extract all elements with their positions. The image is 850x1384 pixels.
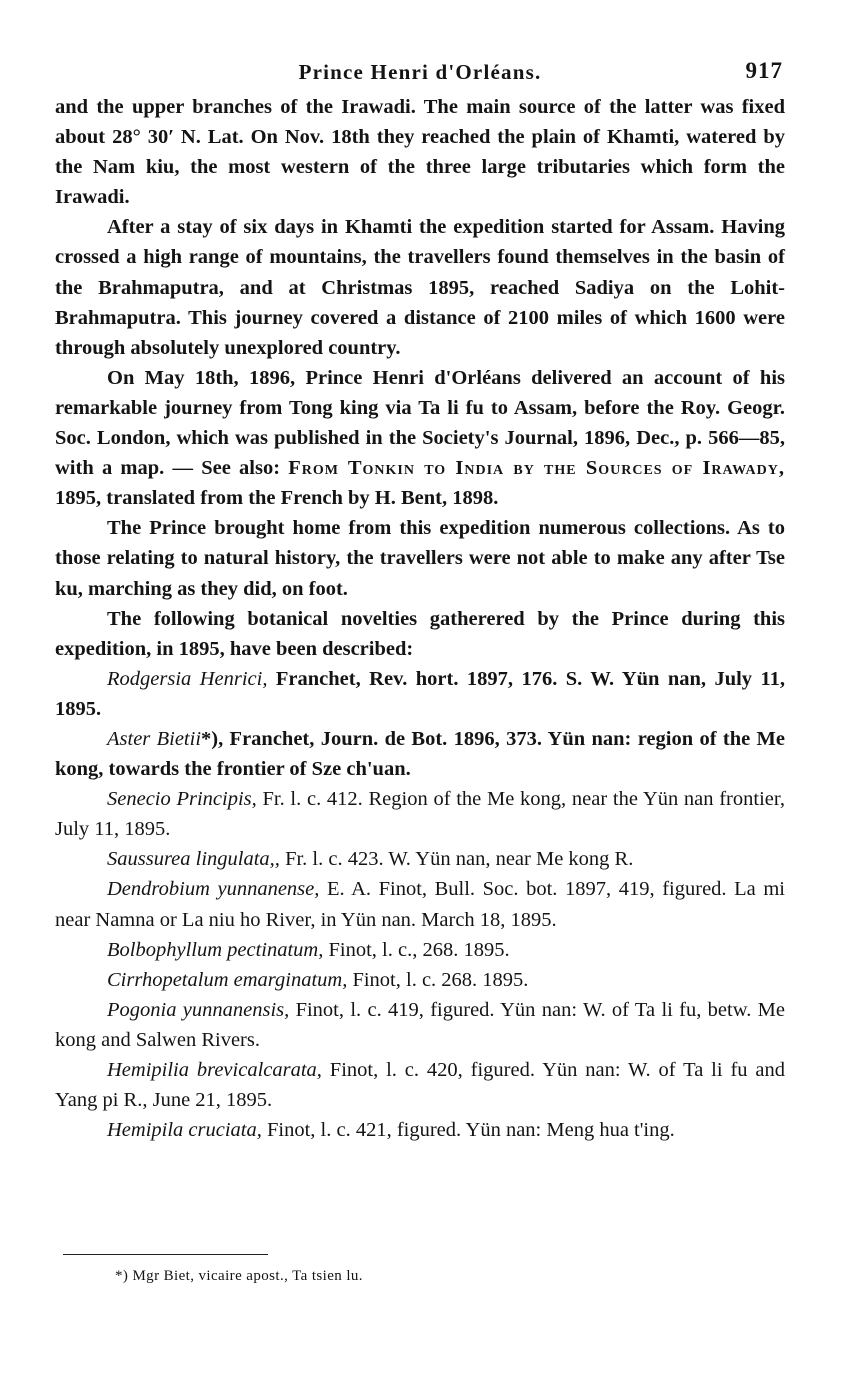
species-entry	[55, 724, 785, 784]
species-name: Bolbophyllum pectinatum,	[107, 938, 324, 961]
species-citation: Fr. l. c. 412. Region of the Me kong, near the Yün nan frontier, July 11, 1895.	[55, 788, 786, 841]
species-citation: Fr. l. c. 423. W. Yün nan, near Me kong R.	[279, 848, 634, 871]
species-entry	[55, 935, 785, 965]
species-entry	[55, 874, 785, 934]
species-name: Senecio Principis,	[107, 788, 257, 811]
paragraph-3-text: On May 18th, 1896, Prince Henri d'Orléans delivered an account of his remarkable journey from Tong king via Ta li fu to Assam, before the Roy. Geogr. Soc. London, which was published in the Society's Journal, 1896, Dec., p. 566—85, with a map. — See also:	[55, 366, 785, 480]
species-name: Hemipilia brevicalcarata,	[107, 1059, 322, 1081]
page-number: 917	[745, 58, 783, 83]
paragraph-1: and the upper branches of the Irawadi. The main source of the latter was fixed about 28° 30′ N. Lat. On Nov. 18th they reached the plain of Khamti, watered by the Nam kiu, the most western of the three large tributaries which form the Irawadi.	[55, 96, 785, 209]
species-name: Aster Bietii	[107, 727, 202, 750]
paragraph-3	[55, 363, 785, 513]
running-head	[55, 58, 785, 92]
paragraph-4: The Prince brought home from this expedition numerous collections. As to those relating to natural history, the travellers were not able to make any after Tse ku, marching as they did, on foot.	[55, 517, 785, 600]
document-page	[55, 58, 785, 1145]
paragraph-2: After a stay of six days in Khamti the expedition started for Assam. Having crossed a high range of mountains, the travellers found themselves in the basin of the Brahmaputra, and at Christmas 1895, reached Sadiya on the Lohit-Brahmaputra. This journey covered a distance of 2100 miles of which 1600 were through absolutely unexplored country.	[55, 216, 785, 359]
species-name: Cirrhopetalum emarginatum,	[107, 968, 348, 991]
species-entry	[55, 965, 785, 995]
species-citation: Finot, l. c., 268. 1895.	[323, 938, 510, 961]
species-citation: *), Franchet, Journ. de Bot. 1896, 373. Yün nan: region of the Me kong, towards the frontier of Sze ch'uan.	[55, 727, 785, 781]
species-name: Rodgersia Henrici,	[107, 667, 268, 690]
species-citation: Franchet, Rev. hort. 1897, 176. S. W. Yün nan, July 11, 1895.	[55, 667, 785, 720]
book-title: From Tonkin to India by the Sources of Irawady,	[288, 457, 785, 480]
species-citation: E. A. Finot, Bull. Soc. bot. 1897, 419, figured. La mi near Namna or La niu ho River, in Yün nan. March 18, 1895.	[55, 878, 785, 931]
species-name: Pogonia yunnanensis,	[107, 998, 290, 1021]
species-entry	[55, 664, 785, 724]
species-citation: Finot, l. c. 421, figured. Yün nan: Meng hua t'ing.	[261, 1119, 675, 1142]
species-entry	[55, 1055, 785, 1115]
species-name: Dendrobium yunnanense,	[107, 878, 320, 901]
species-entry	[55, 995, 785, 1055]
running-title: Prince Henri d'Orléans.	[298, 60, 542, 84]
paragraph-5: The following botanical novelties gatherered by the Prince during this expedition, in 1895, have been described:	[55, 607, 785, 660]
species-entry	[55, 844, 785, 874]
footnote: *) Mgr Biet, vicaire apost., Ta tsien lu.	[115, 1268, 363, 1284]
species-citation: Finot, l. c. 268. 1895.	[347, 968, 529, 991]
footnote-rule	[63, 1254, 268, 1255]
species-name: Hemipila cruciata,	[107, 1119, 262, 1142]
species-entry	[55, 784, 785, 844]
species-name: Saussurea lingulata,,	[107, 848, 280, 871]
species-citation: Finot, l. c. 420, figured. Yün nan: W. of Ta li fu and Yang pi R., June 21, 1895.	[55, 1059, 785, 1112]
paragraph-3-text-end: 1895, translated from the French by H. Bent, 1898.	[55, 487, 499, 510]
species-entry	[55, 1115, 785, 1145]
body-text	[55, 92, 785, 1145]
species-citation: Finot, l. c. 419, figured. Yün nan: W. of Ta li fu, betw. Me kong and Salwen Rivers.	[55, 998, 785, 1051]
